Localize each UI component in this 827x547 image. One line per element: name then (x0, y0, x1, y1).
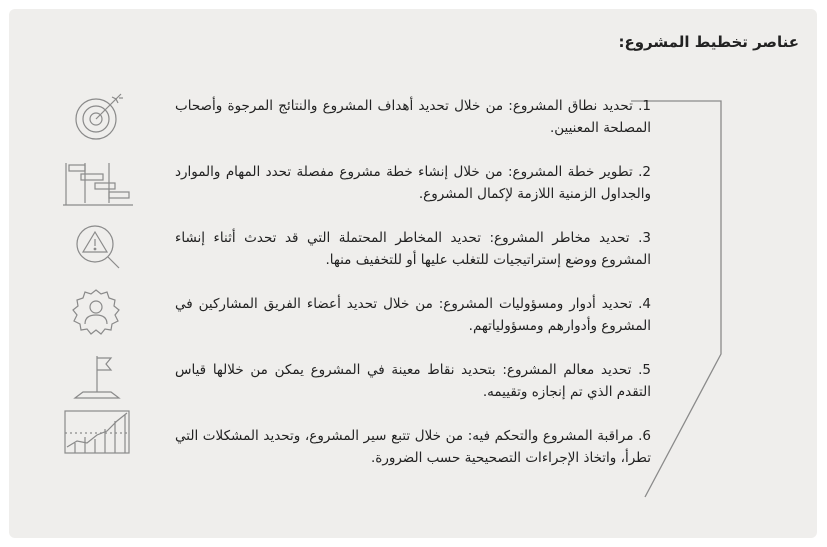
list-item-6 (175, 425, 651, 469)
item-text: تحديد مخاطر المشروع: تحديد المخاطر المحتملة التي قد تحدث أثناء إنشاء المشروع ووضع إستراتيجيات للتغلب عليها أو للتخفيف منها. (175, 230, 651, 268)
list-item-1 (175, 95, 651, 139)
panel (9, 9, 817, 538)
item-text: تحديد معالم المشروع: بتحديد نقاط معينة في المشروع يمكن من خلالها قياس التقدم الذي تم إنجازه وتقييمه. (175, 362, 651, 400)
item-number: 3. (638, 230, 651, 246)
list-item-3 (175, 227, 651, 271)
item-text: تطوير خطة المشروع: من خلال إنشاء خطة مشروع مفصلة تحدد المهام والموارد والجداول الزمنية اللازمة لإكمال المشروع. (175, 164, 651, 202)
item-text: تحديد نطاق المشروع: من خلال تحديد أهداف المشروع والنتائج المرجوة وأصحاب المصلحة المعنيين. (175, 98, 651, 136)
list-item-2 (175, 161, 651, 205)
user-gear-icon (61, 288, 135, 340)
item-number: 6. (638, 428, 651, 444)
bracket-connector (631, 99, 771, 509)
page-title: عناصر تخطيط المشروع: (618, 33, 799, 51)
gantt-chart-icon (61, 157, 135, 209)
item-number: 4. (638, 296, 652, 312)
list-item-5 (175, 359, 651, 403)
item-number: 5. (638, 362, 651, 378)
milestone-flag-icon (61, 352, 135, 404)
monitoring-chart-icon (61, 407, 135, 459)
item-text: تحديد أدوار ومسؤوليات المشروع: من خلال تحديد أعضاء الفريق المشاركين في المشروع وأدوارهم ومسؤولياتهم. (175, 296, 651, 334)
target-icon (61, 91, 135, 143)
item-number: 1. (638, 98, 651, 114)
item-number: 2. (638, 164, 651, 180)
risk-warning-search-icon (61, 222, 135, 274)
item-text: مراقبة المشروع والتحكم فيه: من خلال تتبع سير المشروع، وتحديد المشكلات التي تطرأ، واتخاذ الإجراءات التصحيحية حسب الضرورة. (175, 428, 651, 466)
list-item-4 (175, 293, 651, 337)
